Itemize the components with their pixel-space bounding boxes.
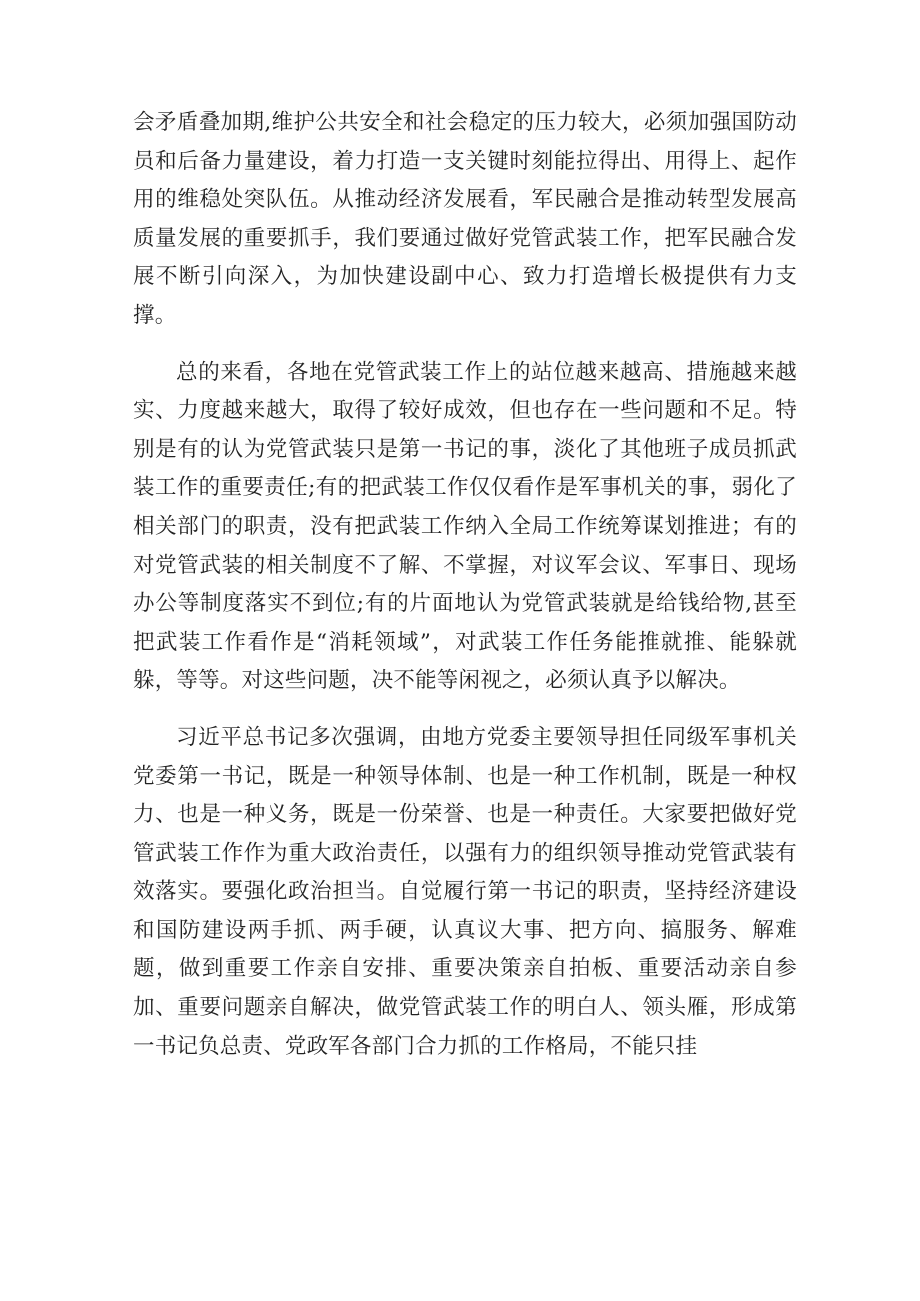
paragraph-3: 习近平总书记多次强调，由地方党委主要领导担任同级军事机关党委第一书记，既是一种领导体制、也是一种工作机制，既是一种权力、也是一种义务，既是一份荣誉、也是一种责任。大家要把做好党管武装工作作为重大政治责任，以强有力的组织领导推动党管武装有效落实。要强化政治担当。自觉履行第一书记的职责，坚持经济建设和国防建设两手抓、两手硬，认真议大事、把方向、搞服务、解难题，做到重要工作亲自安排、重要决策亲自拍板、重要活动亲自参加、重要问题亲自解决，做党管武装工作的明白人、领头雁，形成第一书记负总责、党政军各部门合力抓的工作格局，不能只挂 [133, 724, 797, 1059]
document-body [133, 104, 797, 1084]
paragraph-1: 会矛盾叠加期,维护公共安全和社会稳定的压力较大，必须加强国防动员和后备力量建设，着力打造一支关键时刻能拉得出、用得上、起作用的维稳处突队伍。从推动经济发展看，军民融合是推动转型发展高质量发展的重要抓手，我们要通过做好党管武装工作，把军民融合发展不断引向深入，为加快建设副中心、致力打造增长极提供有力支撑。 [133, 110, 797, 328]
paragraph-2: 总的来看，各地在党管武装工作上的站位越来越高、措施越来越实、力度越来越大，取得了较好成效，但也存在一些问题和不足。特别是有的认为党管武装只是第一书记的事，淡化了其他班子成员抓武装工作的重要责任;有的把武装工作仅仅看作是军事机关的事，弱化了相关部门的职责，没有把武装工作纳入全局工作统筹谋划推进；有的对党管武装的相关制度不了解、不掌握，对议军会议、军事日、现场办公等制度落实不到位;有的片面地认为党管武装就是给钱给物,甚至把武装工作看作是“消耗领域”，对武装工作任务能推就推、能躲就躲，等等。对这些问题，决不能等闲视之，必须认真予以解决。 [133, 359, 797, 694]
